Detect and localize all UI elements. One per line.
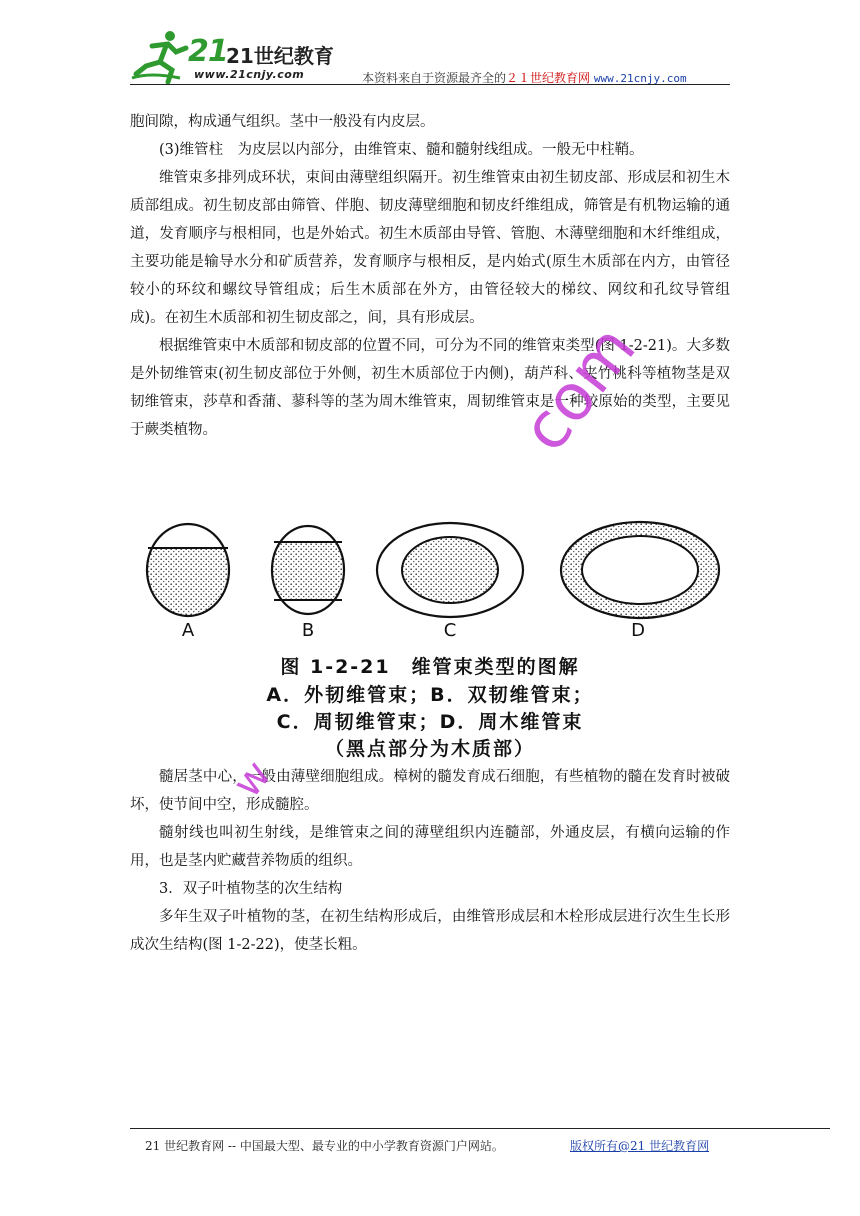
page-header	[130, 28, 730, 88]
label-c: C	[443, 620, 457, 641]
header-note-url[interactable]: www.21cnjy.com	[593, 72, 687, 85]
figure-vascular-bundle-types	[130, 518, 730, 758]
bundle-d-shape	[561, 522, 719, 618]
paragraph-4: 根据维管束中木质部和韧皮部的位置不同，可分为不同的维管束类型(图 1-2-21)。大多数是外韧维管束(初生韧皮部位于外侧，初生木质部位于内侧)，葫芦科、夹竹桃科等植物茎是双韧维管束，莎草和香蒲、蓼科等的茎为周木维管束，周韧维管束是一种较原始的类型，主要见于蕨类植物。	[130, 338, 730, 438]
watermark-com: com	[508, 312, 651, 466]
body-section-1	[130, 108, 730, 444]
footer-divider	[130, 1128, 830, 1129]
header-note-prefix: 本资料来自于资源最齐全的	[362, 71, 507, 85]
watermark-w: w	[224, 752, 281, 807]
logo-text: 21世纪教育	[226, 44, 334, 68]
runner-logo-icon	[130, 28, 190, 84]
header-divider	[130, 84, 730, 85]
figure-caption-line-4: （黑点部分为木质部）	[324, 738, 535, 760]
label-d: D	[631, 620, 645, 641]
paragraph-6: 髓射线也叫初生射线，是维管束之间的薄壁组织内连髓部，外通皮层，有横向运输的作用，也是茎内贮藏营养物质的组织。	[130, 825, 730, 869]
body-section-2	[130, 763, 730, 959]
bundle-c-shape	[377, 523, 523, 617]
label-b: B	[301, 620, 315, 641]
paragraph-5: 髓居茎中心，一般由薄壁细胞组成。樟树的髓发育成石细胞，有些植物的髓在发育时被破坏，使节间中空，形成髓腔。	[130, 769, 730, 813]
logo-url: www.21cnjy.com	[194, 68, 305, 81]
figure-caption-line-2: A．外韧维管束；B．双韧维管束；	[266, 684, 594, 706]
label-a: A	[181, 620, 195, 641]
site-logo[interactable]	[130, 28, 340, 84]
figure-caption-title: 图 1-2-21 维管束类型的图解	[280, 656, 580, 678]
paragraph-2: (3)维管柱 为皮层以内部分，由维管束、髓和髓射线组成。一般无中柱鞘。	[159, 142, 644, 158]
footer-text: 21 世纪教育网 -- 中国最大型、最专业的中小学教育资源门户网站。	[145, 1139, 504, 1153]
footer-copyright-link[interactable]: 版权所有@21 世纪教育网	[570, 1139, 710, 1153]
section-heading: 3．双子叶植物茎的次生结构	[159, 881, 343, 897]
bundle-a-shape	[140, 524, 240, 628]
bundle-b-shape	[268, 526, 348, 614]
figure-caption-line-3: C．周韧维管束；D．周木维管束	[276, 711, 584, 733]
paragraph-1: 胞间隙，构成通气组织。茎中一般没有内皮层。	[130, 114, 435, 130]
page-footer	[145, 1137, 710, 1154]
header-note-brand: ２１世纪教育网	[506, 71, 591, 85]
paragraph-7: 多年生双子叶植物的茎，在初生结构形成后，由维管形成层和木栓形成层进行次生生长形成次生结构(图 1-2-22)，使茎长粗。	[130, 909, 730, 953]
paragraph-3: 维管束多排列成环状，束间由薄壁组织隔开。初生维管束由初生韧皮部、形成层和初生木质部组成。初生韧皮部由筛管、伴胞、韧皮薄壁细胞和韧皮纤维组成，筛管是有机物运输的通道，发育顺序与根相同，也是外始式。初生木质部由导管、管胞、木薄壁细胞和木纤维组成，主要功能是输导水分和矿质营养，发育顺序与根相反，是内始式(原生木质部在内方，由管径较小的环纹和螺纹导管组成；后生木质部在外方，由管径较大的梯纹、网纹和孔纹导管组成)。在初生木质部和初生韧皮部之，间，具有形成层。	[130, 170, 730, 326]
logo-number: 21	[188, 34, 228, 69]
vascular-bundle-diagram	[130, 518, 730, 648]
